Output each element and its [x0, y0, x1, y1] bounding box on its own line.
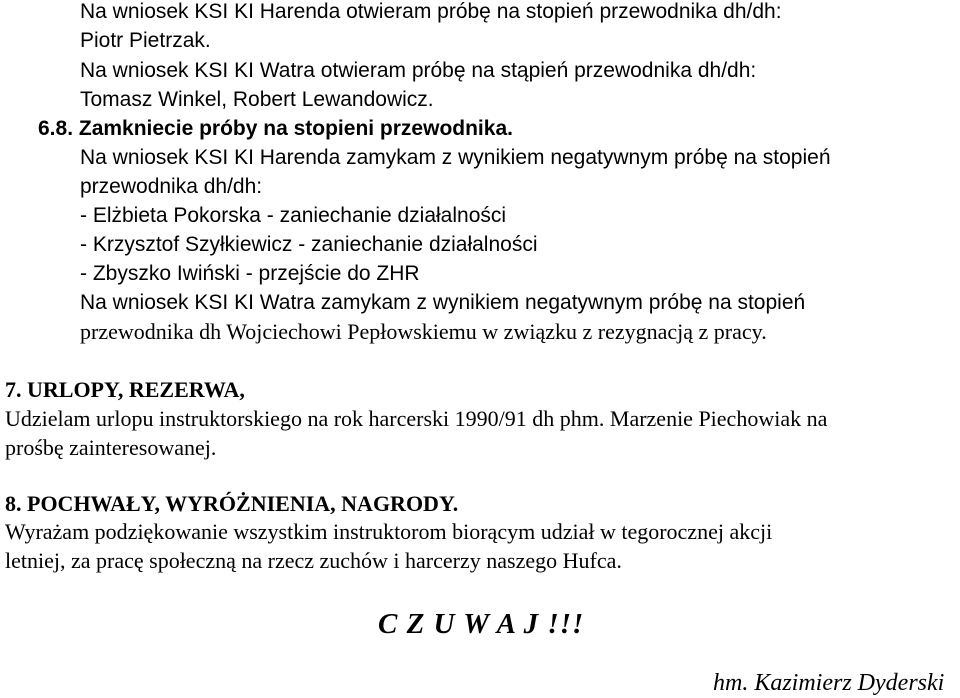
text-line: przewodnika dh Wojciechowi Pepłowskiemu w związku z rezygnacją z pracy.	[80, 319, 767, 344]
text-line: Wyrażam podziękowanie wszystkim instruktorom biorącym udział w tegorocznej akcji	[5, 519, 773, 544]
section-heading: 8. POCHWAŁY, WYRÓŻNIENIA, NAGRODY.	[5, 491, 459, 516]
text-line: Na wniosek KSI KI Watra zamykam z wynikiem negatywnym próbę na stopień	[80, 291, 806, 314]
text-line: - Zbyszko Iwiński - przejście do ZHR	[80, 262, 420, 285]
text-line: Na wniosek KSI KI Watra otwieram próbę na stąpień przewodnika dh/dh:	[80, 59, 757, 82]
text-line: letniej, za pracę społeczną na rzecz zuchów i harcerzy naszego Hufca.	[5, 548, 622, 573]
text-line: przewodnika dh/dh:	[80, 175, 263, 198]
section-heading: 7. URLOPY, REZERWA,	[5, 377, 245, 402]
text-line: Udzielam urlopu instruktorskiego na rok harcerski 1990/91 dh phm. Marzenie Piechowiak na	[5, 406, 828, 431]
text-line: Tomasz Winkel, Robert Lewandowicz.	[80, 88, 434, 111]
text-line: prośbę zainteresowanej.	[5, 435, 217, 460]
text-line: - Elżbieta Pokorska - zaniechanie działalności	[80, 204, 507, 227]
closing-motto: C Z U W A J !!!	[378, 608, 585, 640]
text-line: Na wniosek KSI KI Harenda zamykam z wynikiem negatywnym próbę na stopień	[80, 146, 831, 169]
text-line: - Krzysztof Szyłkiewicz - zaniechanie działalności	[80, 233, 538, 256]
section-heading: 6.8. Zamkniecie próby na stopieni przewodnika.	[38, 117, 513, 140]
signature: hm. Kazimierz Dyderski	[713, 670, 945, 696]
text-line: Na wniosek KSI KI Harenda otwieram próbę na stopień przewodnika dh/dh:	[80, 0, 782, 23]
text-line: Piotr Pietrzak.	[80, 29, 211, 52]
